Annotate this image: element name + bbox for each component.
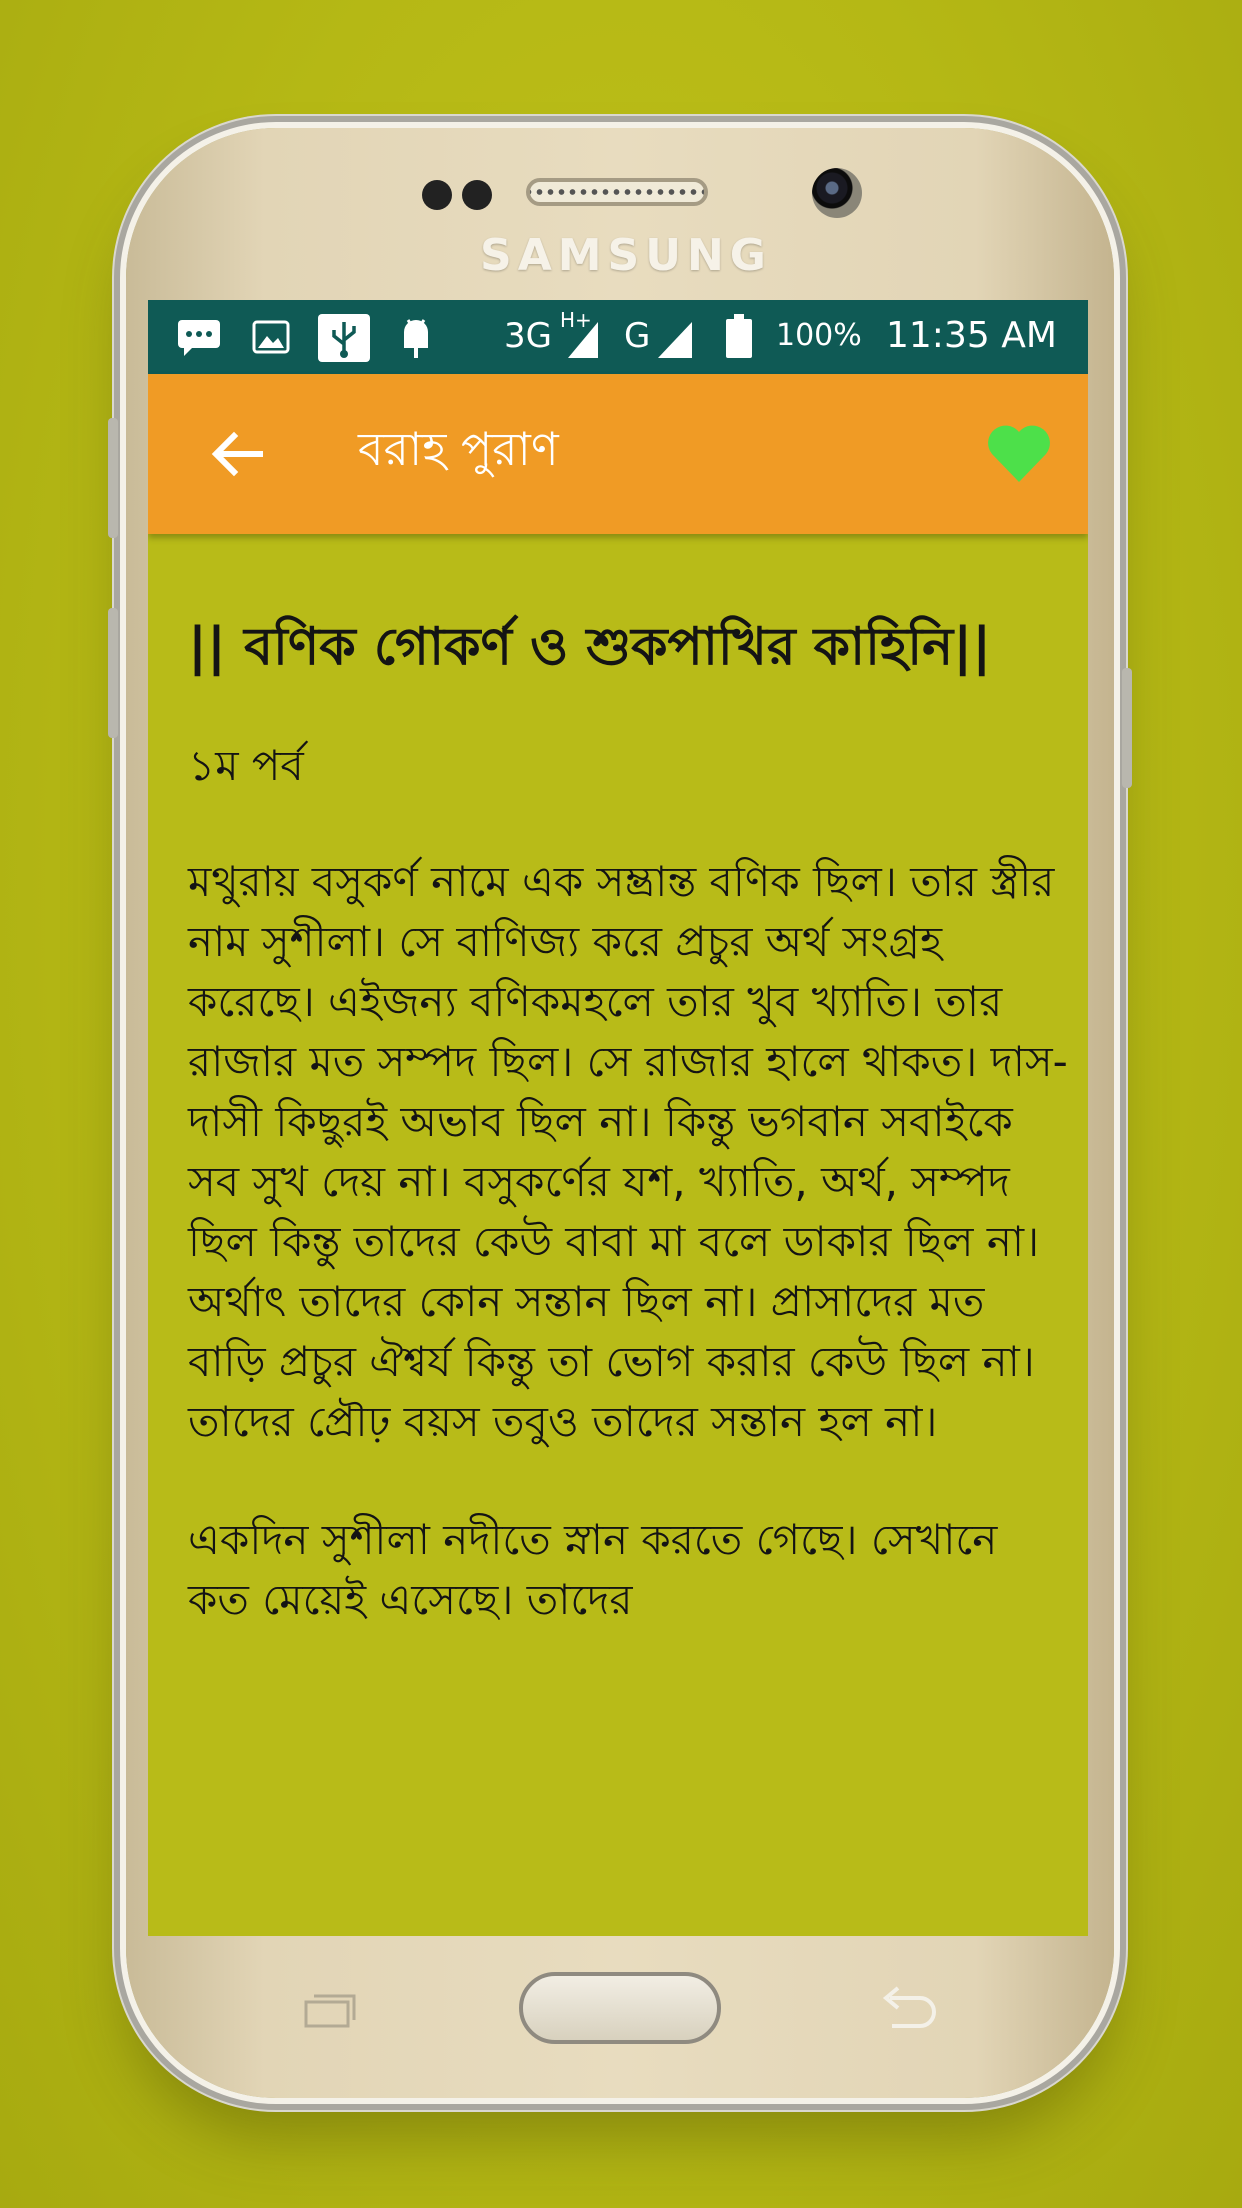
story-paragraph: মথুরায় বসুকর্ণ নামে এক সম্ভ্রান্ত বণিক ছিল। তার স্ত্রীর নাম সুশীলা। সে বাণিজ্য করে প্রচুর অর্থ সংগ্রহ করেছে। এইজন্য বণিকমহলে তার খুব খ্যাতি। তার রাজার মত সম্পদ ছিল। সে রাজার হালে থাকত। দাস-দাসী কিছুরই অভাব ছিল না। কিন্তু ভগবান সবাইকে সব সুখ দেয় না। বসুকর্ণের যশ, খ্যাতি, অর্থ, সম্পদ ছিল কিন্তু তাদের কেউ বাবা মা বলে ডাকার ছিল না। অর্থাৎ তাদের কোন সন্তান ছিল না। প্রাসাদের মত বাড়ি প্রচুর ঐশ্বর্য কিন্তু তা ভোগ করার কেউ ছিল না। তাদের প্রৌঢ় বয়স তবুও তাদের সন্তান হল না। bbox=[188, 857, 1068, 1446]
screen bbox=[148, 300, 1088, 1936]
brand-logo: SAMSUNG bbox=[480, 230, 772, 281]
network-3g-label: 3G bbox=[504, 316, 552, 356]
signal-g-icon bbox=[658, 322, 692, 358]
clock: 11:35 AM bbox=[886, 315, 1057, 356]
page-title: বরাহ পুরাণ bbox=[358, 422, 559, 476]
usb-icon bbox=[318, 314, 370, 362]
heart-icon[interactable] bbox=[986, 424, 1052, 484]
network-g-label: G bbox=[624, 316, 651, 356]
sensor-dot bbox=[422, 180, 452, 210]
status-bar bbox=[148, 300, 1088, 374]
app-bar bbox=[148, 374, 1088, 534]
story-paragraph: একদিন সুশীলা নদীতে স্নান করতে গেছে। সেখানে কত মেয়েই এসেছে। তাদের bbox=[188, 1515, 998, 1624]
message-notification-icon bbox=[176, 318, 222, 358]
home-button[interactable] bbox=[519, 1972, 721, 2044]
battery-icon bbox=[726, 314, 752, 358]
signal-3g-icon bbox=[568, 322, 598, 358]
sensor-dot bbox=[462, 180, 492, 210]
image-notification-icon bbox=[252, 320, 290, 354]
story-title: || বণিক গোকর্ণ ও শুকপাখির কাহিনি|| bbox=[188, 617, 992, 677]
power-button bbox=[1122, 668, 1132, 788]
volume-button-down bbox=[108, 608, 118, 738]
recent-apps-icon[interactable] bbox=[304, 1994, 356, 2028]
android-debug-icon bbox=[398, 314, 434, 360]
back-nav-icon[interactable] bbox=[876, 1986, 936, 2030]
arrow-left-icon[interactable] bbox=[206, 422, 270, 486]
battery-percent: 100% bbox=[776, 318, 862, 353]
network-hplus-label: H+ bbox=[560, 308, 592, 332]
episode-label: ১ম পর্ব bbox=[188, 741, 304, 790]
volume-button-up bbox=[108, 418, 118, 538]
front-camera bbox=[812, 168, 862, 218]
article-content bbox=[188, 610, 1068, 1688]
earpiece-speaker bbox=[526, 178, 708, 206]
